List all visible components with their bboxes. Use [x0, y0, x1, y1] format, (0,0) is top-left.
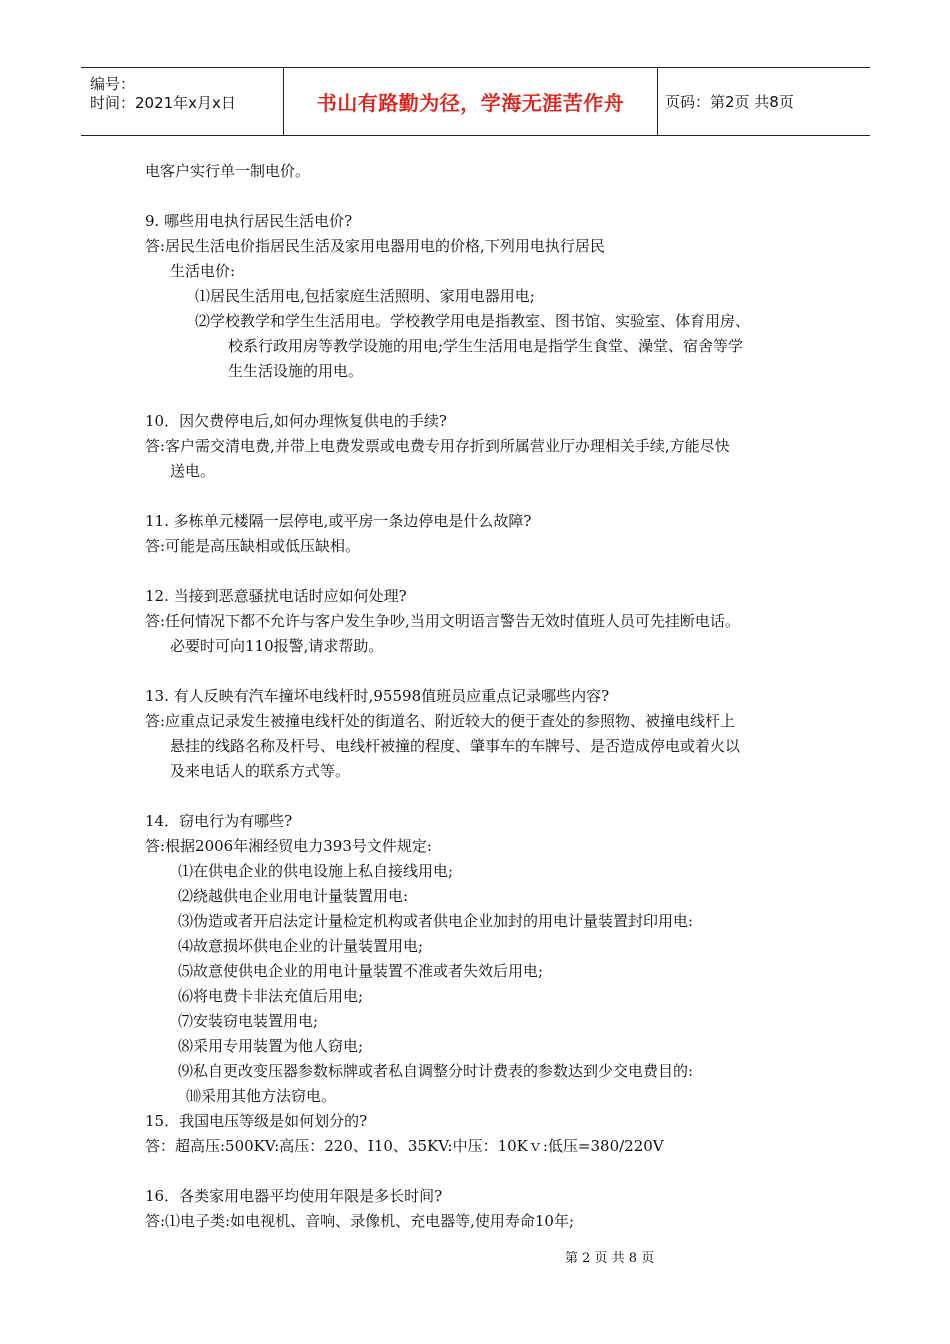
- list-item: ⑹将电费卡非法充值后用电;: [178, 987, 364, 1005]
- answer-line: 答:居民生活电价指居民生活及家用电器用电的价格,下列用电执行居民: [145, 237, 605, 255]
- document-number-label: 编号：: [90, 75, 136, 93]
- list-item: ⑽采用其他方法窃电。: [186, 1087, 337, 1105]
- list-item: ⑼私自更改变压器参数标牌或者私自调整分时计费表的参数达到少交电费目的:: [178, 1062, 694, 1080]
- answer-line: 答:任何情况下都不允许与客户发生争吵,当用文明语言警告无效时值班人员可先挂断电话。: [145, 612, 740, 630]
- answer-line: 答:客户需交清电费,并带上电费发票或电费专用存折到所属营业厅办理相关手续,方能尽快: [145, 437, 730, 455]
- question-12: 12. 当接到恶意骚扰电话时应如何处理?: [145, 587, 407, 605]
- answer-line: 悬挂的线路名称及杆号、电线杆被撞的程度、肇事车的车牌号、是否造成停电或着火以: [170, 737, 741, 755]
- answer-line: 必要时可向110报警,请求帮助。: [170, 637, 384, 655]
- answer-line: 及来电话人的联系方式等。: [170, 762, 351, 780]
- header-motto: 书山有路勤为径，学海无涯苦作舟: [284, 68, 658, 135]
- answer-line: 答:⑴电子类:如电视机、音响、录像机、充电器等,使用寿命10年;: [145, 1212, 575, 1230]
- list-item-continuation: 生生活设施的用电。: [228, 362, 364, 380]
- list-item: ⑴居民生活用电,包括家庭生活照明、家用电器用电;: [195, 287, 535, 305]
- answer-line: 答:可能是高压缺相或低压缺相。: [145, 537, 361, 555]
- answer-line: 答：超高压:500KV:高压：220、I10、35KV:中压：10Kｖ:低压=380/220V: [145, 1137, 664, 1155]
- question-14: 14．窃电行为有哪些?: [145, 812, 293, 830]
- list-item: ⑵学校教学和学生生活用电。学校教学用电是指教室、图书馆、实验室、体育用房、: [195, 312, 751, 330]
- answer-line: 送电。: [170, 462, 216, 480]
- question-15: 15．我国电压等级是如何划分的?: [145, 1112, 368, 1130]
- list-item: ⑸故意使供电企业的用电计量装置不准或者失效后用电;: [178, 962, 544, 980]
- header-page-label: 页码：第2页 共8页: [665, 93, 794, 111]
- question-10: 10．因欠费停电后,如何办理恢复供电的手续?: [145, 412, 447, 430]
- question-9: 9. 哪些用电执行居民生活电价?: [145, 212, 353, 230]
- list-item-continuation: 校系行政用房等教学设施的用电;学生生活用电是指学生食堂、澡堂、宿舍等学: [228, 337, 744, 355]
- list-item: ⑻采用专用装置为他人窃电;: [178, 1037, 364, 1055]
- list-item: ⑺安装窃电装置用电;: [178, 1012, 319, 1030]
- page-footer: 第 2 页 共 8 页: [565, 1251, 655, 1266]
- page-header: [81, 67, 870, 136]
- text-line: 电客户实行单一制电价。: [145, 162, 311, 180]
- document-time-label: 时间：2021年x月x日: [90, 94, 236, 112]
- header-info-cell: [81, 68, 284, 135]
- list-item: ⑴在供电企业的供电设施上私自接线用电;: [178, 862, 454, 880]
- answer-line: 生活电价:: [170, 262, 236, 280]
- question-13: 13. 有人反映有汽车撞坏电线杆时,95598值班员应重点记录哪些内容?: [145, 687, 610, 705]
- answer-line: 答:应重点记录发生被撞电线杆处的街道名、附近较大的便于查处的参照物、被撞电线杆上: [145, 712, 736, 730]
- list-item: ⑵绕越供电企业用电计量装置用电:: [178, 887, 409, 905]
- question-16: 16．各类家用电器平均使用年限是多长时间?: [145, 1187, 443, 1205]
- list-item: ⑶伪造或者开启法定计量检定机构或者供电企业加封的用电计量装置封印用电:: [178, 912, 694, 930]
- list-item: ⑷故意损坏供电企业的计量装置用电;: [178, 937, 424, 955]
- answer-line: 答:根据2006年湘经贸电力393号文件规定:: [145, 837, 432, 855]
- question-11: 11. 多栋单元楼隔一层停电,或平房一条边停电是什么故障?: [145, 512, 532, 530]
